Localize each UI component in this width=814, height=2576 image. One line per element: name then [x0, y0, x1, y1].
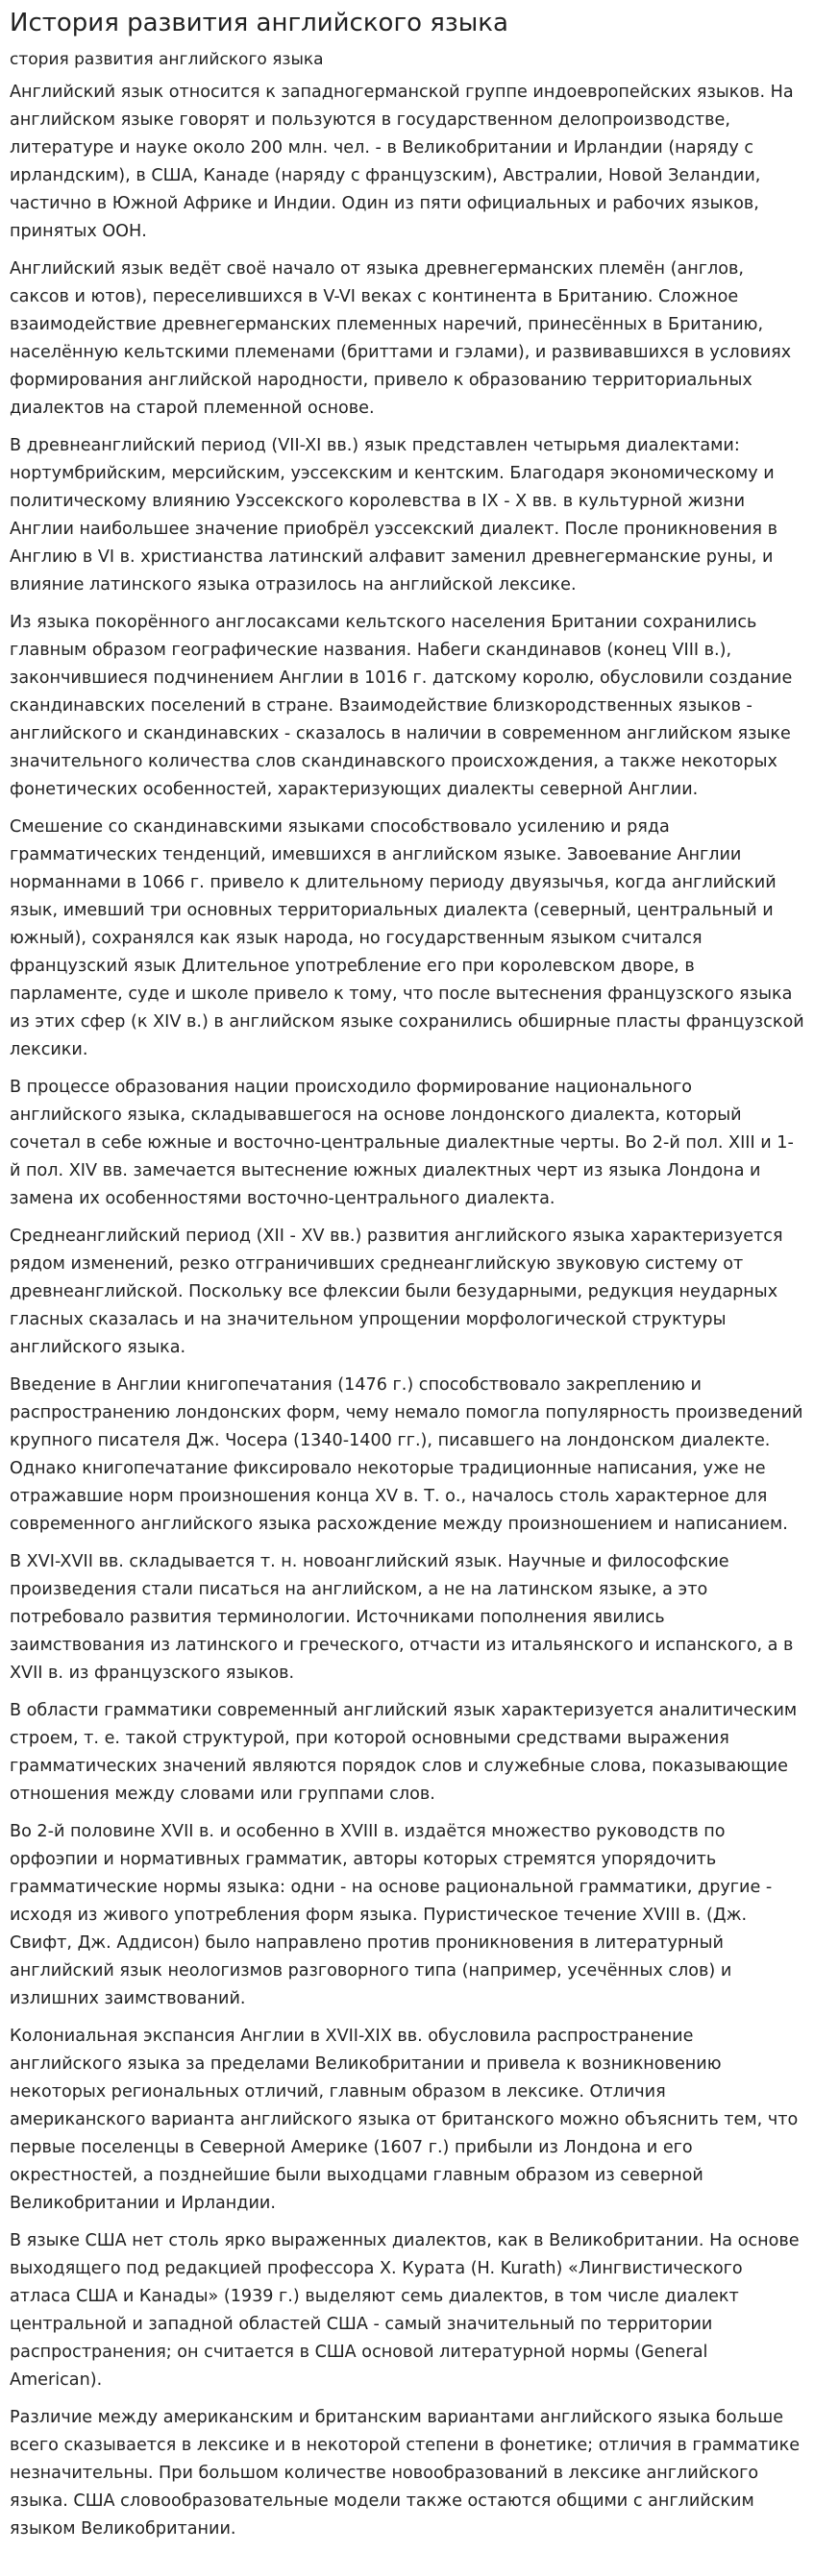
paragraph-1: Английский язык относится к западногерманской группе индоевропейских языков. На английском языке говорят и пользуются в государственном делопроизводстве, литературе и науке около 200 млн. чел. - в Великобритании и Ирландии (наряду с ирландским), в США, Канаде (наряду с французским), Австралии, Новой Зеландии, частично в Южной Африке и Индии. Один из пяти официальных и рабочих языков, принятых ООН.	[10, 83, 794, 241]
paragraph-6: В процессе образования нации происходило формирование национального английского языка, складывавшегося на основе лондонского диалекта, который сочетал в себе южные и восточно-центральные диалектные черты. Во 2-й пол. XIII и 1-й пол. XIV вв. замечается вытеснение южных диалектных черт из языка Лондона и замена их особенностями восточно-центрального диалекта.	[10, 1078, 794, 1208]
paragraph-10: В области грамматики современный английский язык характеризуется аналитическим строем, т. е. такой структурой, при которой основными средствами выражения грамматических значений являются порядок слов и служебные слова, показывающие отношения между словами или группами слов.	[10, 1701, 798, 1804]
page-subtitle: стория развития английского языка	[10, 50, 324, 69]
paragraph-2: Английский язык ведёт своё начало от языка древнегерманских племён (англов, саксов и ютов), переселившихся в V-VI веках с континента в Британию. Сложное взаимодействие древнегерманских племенных наречий, принесённых в Британию, населённую кельтскими племенами (бриттами и гэлами), и развивавшихся в условиях формирования английской народности, привело к образованию территориальных диалектов на старой племенной основе.	[10, 259, 792, 418]
page-title: История развития английского языка	[10, 9, 508, 37]
paragraph-7: Среднеанглийский период (XII - XV вв.) развития английского языка характеризуется рядом изменений, резко отграничивших среднеанглийскую звуковую систему от древнеанглийской. Поскольку все флексии были безударными, редукция неударных гласных сказалась и на значительном упрощении морфологической структуры английского языка.	[10, 1227, 783, 1357]
paragraph-4: Из языка покорённого англосаксами кельтского населения Британии сохранились главным образом географические названия. Набеги скандинавов (конец VIII в.), закончившиеся подчинением Англии в 1016 г. датскому королю, обусловили создание скандинавских поселений в стране. Взаимодействие близкородственных языков - английского и скандинавских - сказалось в наличии в современном английском языке значительного количества слов скандинавского происхождения, а также некоторых фонетических особенностей, характеризующих диалекты северной Англии.	[10, 613, 793, 799]
paragraph-9: В XVI-XVII вв. складывается т. н. новоанглийский язык. Научные и философские произведения стали писаться на английском, а не на латинском языке, а это потребовало развития терминологии. Источниками пополнения явились заимствования из латинского и греческого, отчасти из итальянского и испанского, а в XVII в. из французского языков.	[10, 1552, 794, 1683]
paragraph-14: Различие между американским и британским вариантами английского языка больше всего сказывается в лексике и в некоторой степени в фонетике; отличия в грамматике незначительны. При большом количестве новообразований в лексике английского языка. США словообразовательные модели также остаются общими с английским языком Великобритании.	[10, 2408, 801, 2539]
paragraph-5: Смешение со скандинавскими языками способствовало усилению и ряда грамматических тенденций, имевшихся в английском языке. Завоевание Англии норманнами в 1066 г. привело к длительному периоду двуязычья, когда английский язык, имевший три основных территориальных диалекта (северный, центральный и южный), сохранялся как язык народа, но государственным языком считался французский язык Длительное употребление его при королевском дворе, в парламенте, суде и школе привело к тому, что после вытеснения французского языка из этих сфер (к XIV в.) в английском языке сохранились обширные пласты французской лексики.	[10, 817, 804, 1059]
paragraph-11: Во 2-й половине XVII в. и особенно в XVIII в. издаётся множество руководств по орфоэпии и нормативных грамматик, авторы которых стремятся упорядочить грамматические нормы языка: одни - на основе рациональной грамматики, другие - исходя из живого употребления форм языка. Пуристическое течение XVIII в. (Дж. Свифт, Дж. Аддисон) было направлено против проникновения в литературный английский язык неологизмов разговорного типа (например, усечённых слов) и излишних заимствований.	[10, 1822, 773, 2008]
paragraph-3: В древнеанглийский период (VII-XI вв.) язык представлен четырьмя диалектами: нортумбрийским, мерсийским, уэссекским и кентским. Благодаря экономическому и политическому влиянию Уэссекского королевства в IX - X вв. в культурной жизни Англии наибольшее значение приобрёл уэссекский диалект. После проникновения в Англию в VI в. христианства латинский алфавит заменил древнегерманские руны, и влияние латинского языка отразилось на английской лексике.	[10, 436, 777, 595]
paragraph-8: Введение в Англии книгопечатания (1476 г.) способствовало закреплению и распространению лондонских форм, чему немало помогла популярность произведений крупного писателя Дж. Чосера (1340-1400 гг.), писавшего на лондонском диалекте. Однако книгопечатание фиксировало некоторые традиционные написания, уже не отражавшие норм произношения конца XV в. Т. о., началось столь характерное для современного английского языка расхождение между произношением и написанием.	[10, 1375, 803, 1534]
paragraph-13: В языке США нет столь ярко выраженных диалектов, как в Великобритании. На основе выходящего под редакцией профессора Х. Курата (H. Kurath) «Лингвистического атласа США и Канады» (1939 г.) выделяют семь диалектов, в том числе диалект центральной и западной областей США - самый значительный по территории распространения; он считается в США основой литературной нормы (General American).	[10, 2231, 800, 2390]
paragraph-12: Колониальная экспансия Англии в XVII-XIX вв. обусловила распространение английского языка за пределами Великобритании и привела к возникновению некоторых региональных отличий, главным образом в лексике. Отличия американского варианта английского языка от британского можно объяснить тем, что первые поселенцы в Северной Америке (1607 г.) прибыли из Лондона и его окрестностей, а позднейшие были выходцами главным образом из северной Великобритании и Ирландии.	[10, 2027, 799, 2213]
